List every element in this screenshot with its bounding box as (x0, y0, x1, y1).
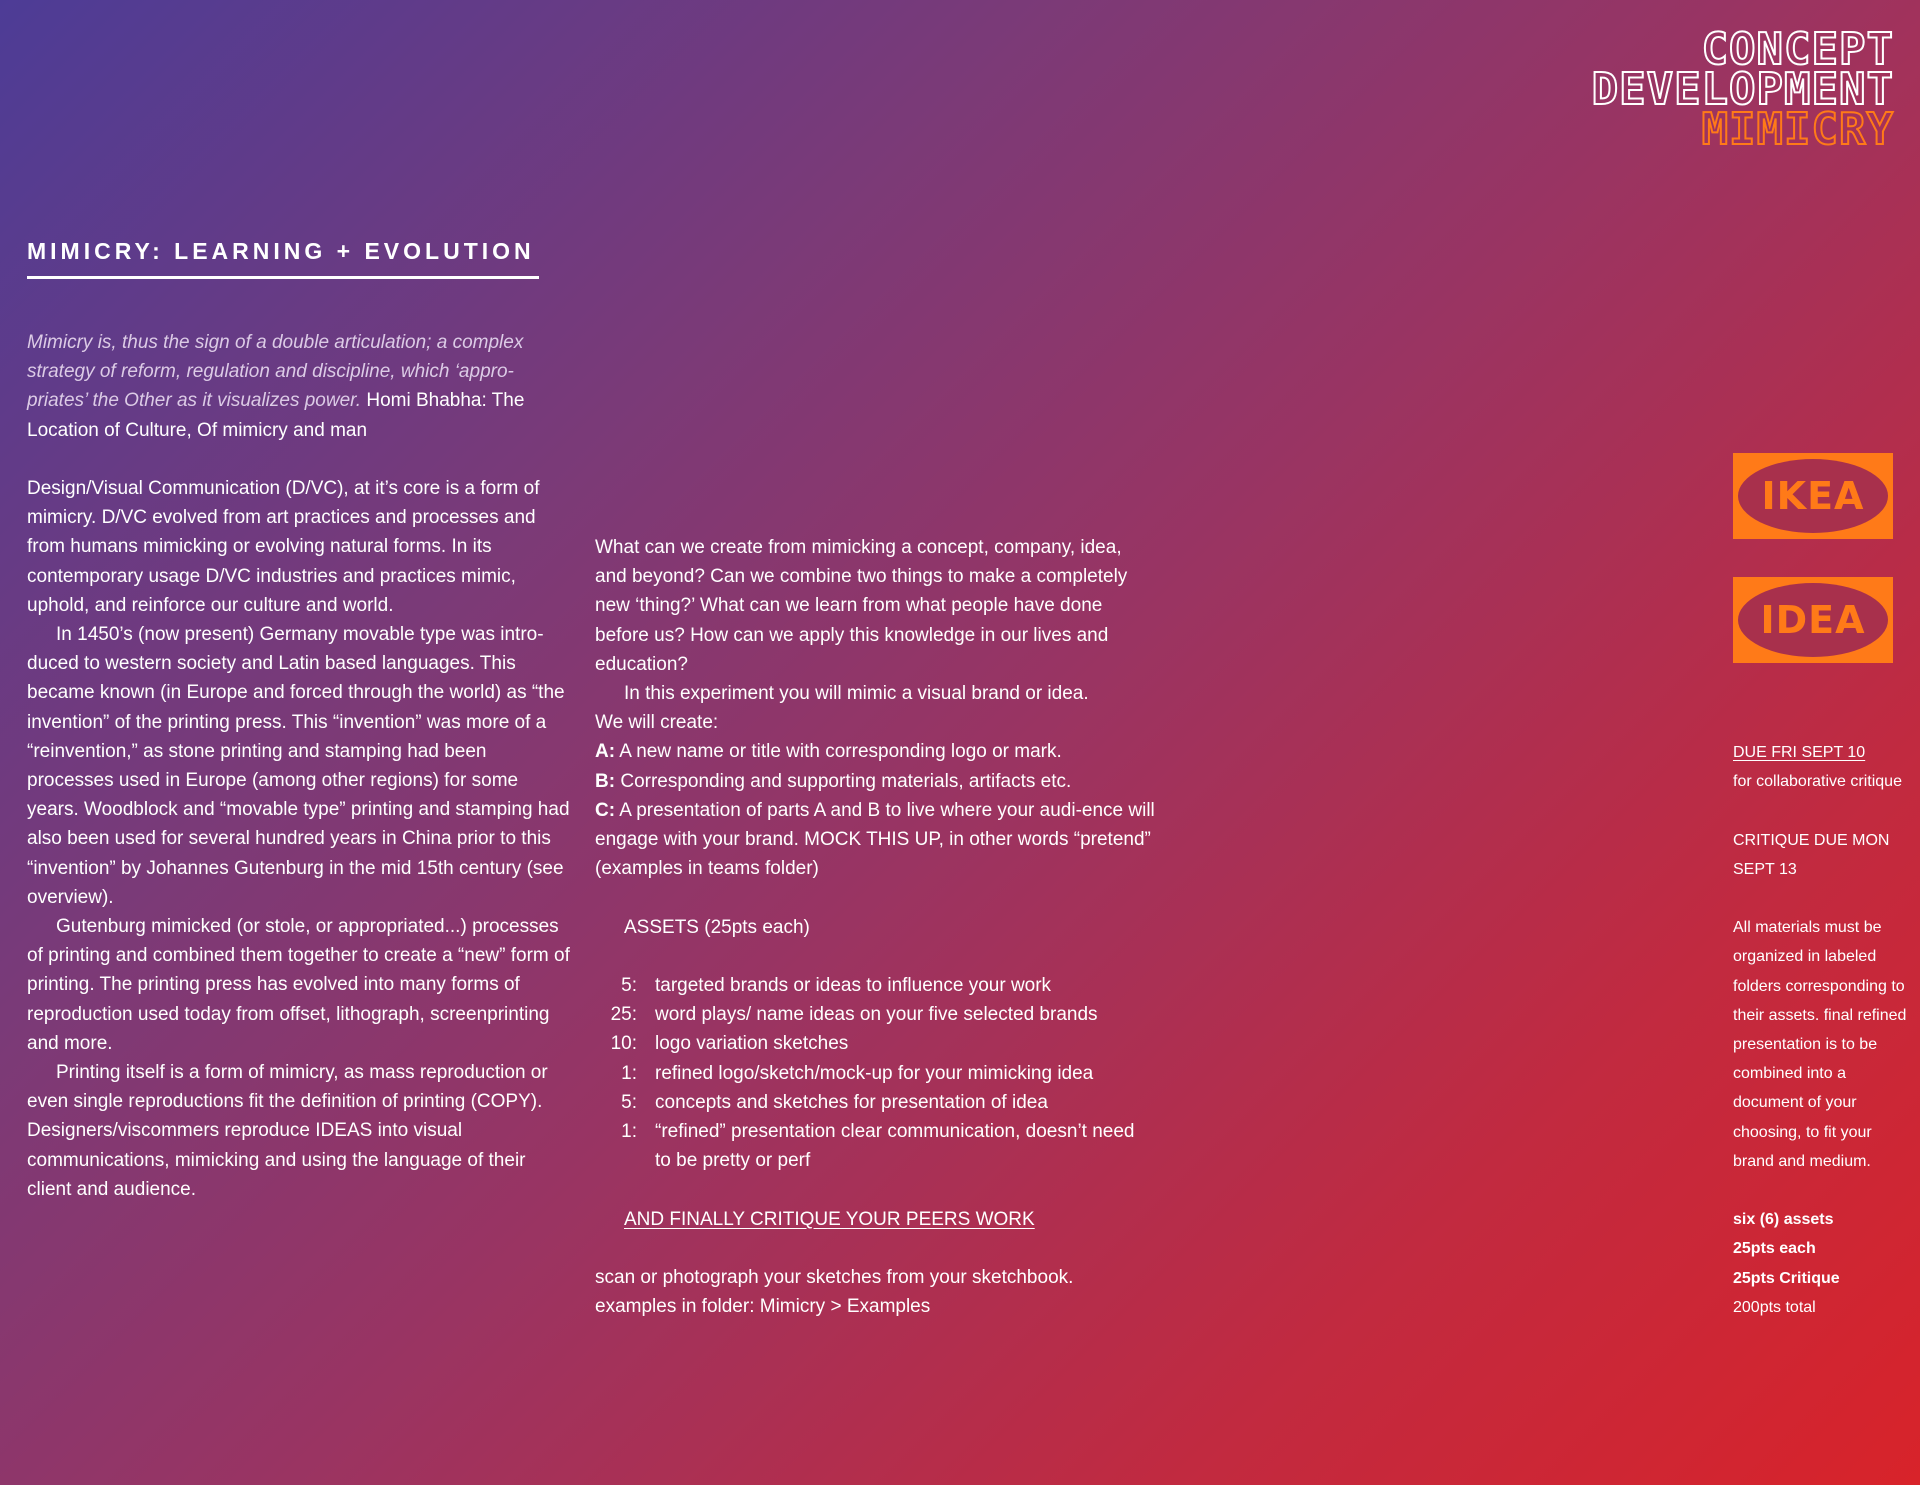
points-each: 25pts each (1733, 1240, 1816, 1258)
critique-due: CRITIQUE DUE MON SEPT 13 (1733, 831, 1890, 878)
asset-text: concepts and sketches for presentation of idea (655, 1091, 1048, 1113)
points-total: 200pts total (1733, 1298, 1816, 1316)
paragraph-dvc: Design/Visual Communication (D/VC), at it’s core is a form of mimicry. D/VC evolved from art practices and processes and from humans mimicking or evolving natural forms. In its contemporary usage D/VC industries and practices mimic, uphold, and reinforce our culture and world. (27, 478, 540, 616)
asset-text: targeted brands or ideas to influence your work (655, 975, 1052, 997)
column-left (27, 328, 572, 1204)
sidebar-info (1733, 738, 1908, 1322)
asset-row (595, 1117, 1155, 1175)
item-c-label: C: (595, 799, 616, 821)
asset-text: word plays/ name ideas on your five selected brands (655, 1004, 1098, 1026)
ikea-logo (1733, 453, 1893, 539)
assets-heading: ASSETS (25pts each) (624, 916, 810, 938)
asset-text: logo variation sketches (655, 1033, 849, 1055)
ikea-logo-text: IKEA (1761, 474, 1865, 518)
title-development: DEVELOPMENT (1591, 64, 1894, 115)
asset-count: 10: (610, 1033, 637, 1055)
asset-count: 1: (621, 1062, 637, 1084)
quote-attribution: Homi Bhabha: The Location of Culture, Of mimicry and man (27, 390, 525, 441)
idea-logo-text: IDEA (1760, 598, 1866, 642)
assets-count: six (6) assets (1733, 1211, 1834, 1229)
asset-row (595, 1000, 1155, 1029)
asset-count: 1: (621, 1121, 637, 1143)
critique-instruction (595, 1205, 1155, 1234)
idea-logo (1733, 577, 1893, 663)
section-heading: MIMICRY: LEARNING + EVOLUTION (27, 238, 539, 279)
item-a-text: A new name or title with corresponding logo or mark. (619, 741, 1062, 763)
item-a-label: A: (595, 741, 616, 763)
asset-text: refined logo/sketch/mock-up for your mimicking idea (655, 1062, 1094, 1084)
asset-row (595, 1029, 1155, 1058)
we-will-create: We will create: (595, 712, 719, 734)
assets-list (595, 971, 1155, 1175)
asset-count: 25: (610, 1004, 637, 1026)
quote-text: Mimicry is, thus the sign of a double articulation; a complex strategy of reform, regulation and discipline, which ‘appro-priates’ the Other as it visualizes power. (27, 332, 524, 412)
due-subtext: for collaborative critique (1733, 773, 1902, 791)
item-a (595, 737, 1155, 766)
paragraph-gutenburg: Gutenburg mimicked (or stole, or appropriated...) processes of printing and combined them together to create a “new” form of printing. The printing press has evolved into many forms of reproduction used today from offset, lithograph, screenprinting and more. (27, 916, 570, 1054)
title-concept: CONCEPT (1701, 24, 1894, 75)
asset-text: “refined” presentation clear communication, doesn’t need to be pretty or perf (655, 1121, 1135, 1172)
item-c-text: A presentation of parts A and B to live where your audi-ence will engage with your brand. MOCK THIS UP, in other words “pretend” (examples in teams folder) (595, 799, 1155, 880)
asset-row (595, 971, 1155, 1000)
scan-instruction: scan or photograph your sketches from your sketchbook. (595, 1267, 1074, 1289)
asset-row (595, 1059, 1155, 1088)
examples-location: examples in folder: Mimicry > Examples (595, 1296, 931, 1318)
item-b-label: B: (595, 770, 616, 792)
points-critique: 25pts Critique (1733, 1269, 1840, 1287)
paragraph-1450: In 1450’s (now present) Germany movable type was intro-duced to western society and Latin based languages. This became known (in Europe and forced through the world) as “the invention” of the printing press. This “invention” was more of a “reinvention,” as stone printing and stamping had been processes used in Europe (among other regions) for some years. Woodblock and “movable type” printing and stamping had also been used for several hundred years in China prior to this “invention” by Johannes Gutenburg in the mid 15th century (see overview). (27, 624, 570, 908)
title-mimicry: MIMICRY (1701, 104, 1894, 155)
asset-row (595, 1088, 1155, 1117)
due-date: DUE FRI SEPT 10 (1733, 744, 1866, 761)
materials-note: All materials must be organized in labeled folders corresponding to their assets. final refined presentation is to be combined into a document of your choosing, to fit your brand and medium. (1733, 919, 1907, 1170)
ikea-logo-oval (1738, 459, 1888, 533)
quote-paragraph (27, 328, 572, 445)
item-b-text: Corresponding and supporting materials, artifacts etc. (620, 770, 1072, 792)
asset-count: 5: (621, 975, 637, 997)
asset-count: 5: (621, 1091, 637, 1113)
column-middle (595, 533, 1155, 1321)
item-c (595, 796, 1155, 884)
idea-logo-oval (1738, 583, 1888, 657)
title-block (1591, 24, 1894, 155)
critique-text: AND FINALLY CRITIQUE YOUR PEERS WORK (624, 1208, 1035, 1230)
item-b (595, 767, 1155, 796)
experiment-line: In this experiment you will mimic a visual brand or idea. (624, 683, 1089, 705)
intro-paragraph: What can we create from mimicking a concept, company, idea, and beyond? Can we combine two things to make a completely new ‘thing?’ What can we learn from what people have done before us? How can we apply this knowledge in our lives and education? (595, 537, 1128, 675)
paragraph-printing: Printing itself is a form of mimicry, as mass reproduction or even single reproductions fit the definition of printing (COPY). Designers/viscommers reproduce IDEAS into visual communications, mimicking and using the language of their client and audience. (27, 1062, 548, 1200)
